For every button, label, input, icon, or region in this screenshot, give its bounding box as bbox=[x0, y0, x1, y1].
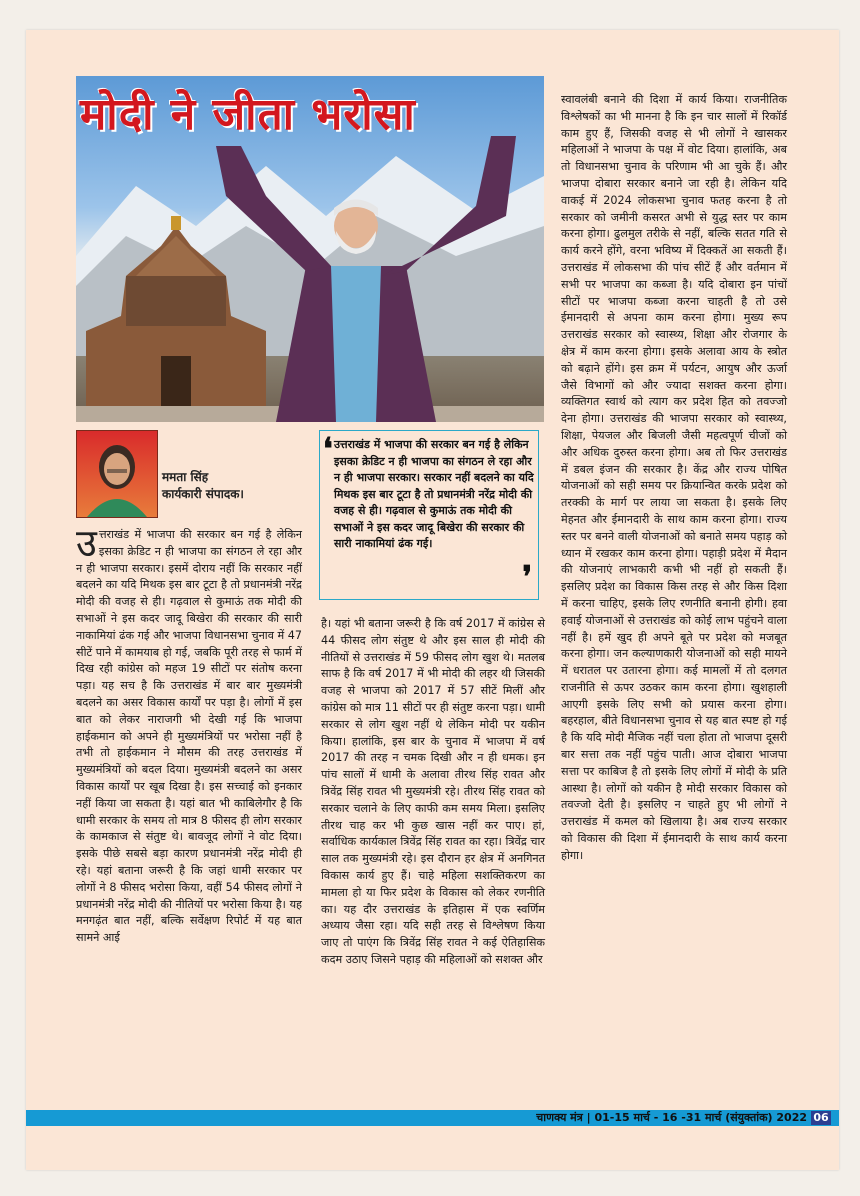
dropcap: उ bbox=[76, 521, 97, 565]
author-role: कार्यकारी संपादक। bbox=[162, 487, 244, 501]
page-number: 06 bbox=[811, 1111, 831, 1125]
quote-close-icon: ❜ bbox=[522, 560, 532, 595]
column-1-text: त्तराखंड में भाजपा की सरकार बन गई है लेकिन इसका क्रेडिट न ही भाजपा का संगठन ले रहा और न ही भाजपा सरकार। इसमें दोराय नहीं कि सरकार नहीं बदलने का यदि मिथक इस बार टूटा है तो प्रधानमंत्री नरेंद्र मोदी की वजह से ही। गढ़वाल से कुमाऊं तक मोदी की सभाओं ने इस कदर जादू बिखेरा की सरकार की सारी नाकामियां ढंक गई और भाजपा विधानसभा चुनाव में 47 सीटें पाने में कामयाब हो गई, जबकि पूरी तरह से फार्म में दिख रही कांग्रेस को महज 19 सीटों पर संतोष करना पड़ा। यह सच है कि उत्तराखंड में बार बार मुख्यमंत्री बदलने का असर विकास कार्यों पर पड़ा है। लोगों में इस बात को लेकर नाराजगी भी देखी गई कि भाजपा हाईकमान को अपने ही मुख्यमंत्रियों पर भरोसा नहीं है तभी तो हाईकमान ने मौसम की तरह उत्तराखंड में मुख्यमंत्रियों को बदल दिया। मुख्यमंत्री बदलने का असर विकास कार्यों पर खूब दिखा है। इस सच्चाई को इनकार नहीं किया जा सकता है। यहां बात भी काबिलेगौर है कि धामी सरकार के समय तो मात्र 8 फीसद ही लोग सरकार के कामकाज से संतुष्ट थे। बावजूद लोगों ने वोट दिया। इसके पीछे सबसे बड़ा कारण प्रधानमंत्री नरेंद्र मोदी ही रहे। यहां बताना जरूरी है कि जहां धामी सरकार पर लोगों ने 8 फीसद भरोसा किया, वहीं 54 फीसद लोगों ने प्रधानमंत्री नरेंद्र मोदी की नीतियों पर भरोसा किया है। यह मनगढ़ंत बात नहीं, बल्कि सर्वेक्षण रिपोर्ट में यह बात सामने आई bbox=[76, 528, 302, 945]
author-name: ममता सिंह bbox=[162, 470, 209, 484]
column-3-text: स्वावलंबी बनाने की दिशा में कार्य किया। राजनीतिक विश्लेषकों का भी मानना है कि इन चार सालों में रिकॉर्ड काम हुए हैं, जिसकी वजह से भी लोगों ने खासकर महिलाओं ने भाजपा के पक्ष में वोट दिया। हालांकि, अब तो विधानसभा चुनाव के परिणाम भी आ चुके हैं। और भाजपा दोबारा सरकार बनाने जा रही है। लेकिन यदि वाकई में 2024 लोकसभा चुनाव फतह करना है तो सरकार को जमीनी कसरत अभी से युद्ध स्तर पर काम करना होगा। ढुलमुल तरीके से नहीं, बल्कि सतत गति से कार्य करने होंगे, वरना भविष्य में दिक्कतें आ सकती हैं। उत्तराखंड में लोकसभा की पांच सीटें हैं और वर्तमान में सभी पर भाजपा का कब्जा है। यदि दोबारा इन पांचों सीटों पर भाजपा कब्जा करना चाहती है तो उसे ईमानदारी से अपना काम करना होगा। मुख्य रूप उत्तराखंड सरकार को स्वास्थ्य, शिक्षा और रोजगार के क्षेत्र में काम करना होगा। इसके अलावा आय के स्त्रोत को बढ़ाने होंगे। इस क्रम में पर्यटन, आयुष और ऊर्जा जैसे विभागों को और ज्यादा सशक्त करना होगा। व्यक्तिगत स्वार्थ को त्याग कर प्रदेश हित को तवज्जो देना होगा। उत्तराखंड की भाजपा सरकार को स्वास्थ्य, शिक्षा, पेयजल और बिजली जैसी महत्वपूर्ण चीजों को और अधिक दुरुस्त करना होगा। अब तो फिर उत्तराखंड में डबल इंजन की सरकार है। केंद्र और राज्य पोषित योजनाओं को सही समय पर क्रियान्वित करके प्रदेश को तरक्की के मार्ग पर लाया जा सकता है। इसके लिए मेहनत और ईमानदारी के साथ काम करना होगा। राज्य स्तर पर बनने वाली योजनाओं को बनाते समय पहाड़ को ध्यान में रखकर काम करना होगा। पहाड़ी प्रदेश में मैदान की योजनाएं लाभकारी कभी भी नहीं हो सकती हैं। इसलिए प्रदेश का विकास किस तरह से और किस दिशा में करना चाहिए, इसके लिए रणनीति बनानी होगी। हवा हवाई योजनाओं से उत्तराखंड को कोई लाभ पहुंचने वाला नहीं है। हमें खुद ही अपने बूते पर प्रदेश को मजबूत करना होगा। जन कल्याणकारी योजनाओं को सही मायने में धरातल पर उतारना होगा। कई मामलों में तो दलगत राजनीति से ऊपर उठकर काम करना होगा। खुशहाली आएगी इसके लिए सभी को प्रयास करना होगा। बहरहाल, बीते विधानसभा चुनाव से यह बात स्पष्ट हो गई है कि यदि मोदी मैजिक नहीं चला होता तो भाजपा दूसरी बार सत्ता तक नहीं पहुंच पाती। आज दोबारा भाजपा सत्ता पर काबिज है तो इसके लिए लोगों में मोदी के प्रति आस्था है। लोगों को यकीन है मोदी सरकार विकास को तवज्जो देती है। इसलिए न चाहते हुए भी लोगों ने उत्तराखंड में कमल को खिलाया है। अब राज्य सरकार को विकास की दिशा में ईमानदारी के साथ कार्य करना होगा। bbox=[561, 93, 787, 862]
magazine-page bbox=[26, 30, 839, 1170]
hero-image bbox=[76, 76, 544, 422]
author-photo bbox=[76, 430, 158, 518]
footer-bar bbox=[26, 1110, 839, 1126]
article-column-2 bbox=[321, 616, 545, 969]
column-2-text: है। यहां भी बताना जरूरी है कि वर्ष 2017 में कांग्रेस से 44 फीसद लोग संतुष्ट थे और इस साल ही मोदी की नीतियों से उत्तराखंड में 59 फीसद लोग खुश थे। मतलब साफ है कि वर्ष 2017 में भी मोदी की लहर थी जिसकी वजह से भाजपा को 2017 में 57 सीटें मिलीं और कांग्रेस को मात्र 11 सीटों पर ही संतुष्ट करना पड़ा। धामी सरकार से लोग खुश नहीं थे लेकिन मोदी पर यकीन किया। हालांकि, इस बार के चुनाव में भाजपा में वर्ष 2017 की तरह न चमक दिखी और न ही धमक। इन पांच सालों में धामी के अलावा तीरथ सिंह रावत और त्रिवेंद्र सिंह रावत भी मुख्यमंत्री रहे। तीरथ सिंह रावत को सरकार चलाने के लिए काफी कम समय मिला। इसलिए तीरथ चाह कर भी कुछ खास नहीं कर पाए। हां, सर्वाधिक कार्यकाल त्रिवेंद्र सिंह रावत का रहा। त्रिवेंद्र चार साल तक मुख्यमंत्री रहे। इस दौरान हर क्षेत्र में अनगिनत विकास कार्य हुए हैं। चाहे महिला सशक्तिकरण का मामला हो या फिर प्रदेश के विकास को लेकर रणनीति का। यह दौर उत्तराखंड के इतिहास में एक स्वर्णिम अध्याय जैसा रहा। यदि सही तरह से विश्लेषण किया जाए तो पाएंग कि त्रिवेंद्र सिंह रावत ने कई ऐतिहासिक कदम उठाए जिसने पहाड़ की महिलाओं को सशक्त और bbox=[321, 617, 545, 966]
footer-text: चाणक्य मंत्र | 01-15 मार्च - 16 -31 मार्च (संयुक्तांक) 2022 bbox=[536, 1111, 807, 1124]
pull-quote-text: उत्तराखंड में भाजपा की सरकार बन गई है लेकिन इसका क्रेडिट न ही भाजपा का संगठन ले रहा और न ही भाजपा सरकार। सरकार नहीं बदलने का यदि मिथक इस बार टूटा है तो प्रधानमंत्री नरेंद्र मोदी की वजह से ही। गढ़वाल से कुमाऊं तक मोदी की सभाओं ने इस कदर जादू बिखेरा की सरकार की सारी नाकामियां ढंक गई। bbox=[334, 438, 534, 550]
headline: मोदी ने जीता भरोसा bbox=[80, 89, 416, 140]
article-column-3 bbox=[561, 92, 787, 865]
article-column-1 bbox=[76, 521, 302, 947]
quote-open-icon: ❛ bbox=[323, 432, 333, 467]
pull-quote bbox=[319, 430, 539, 600]
